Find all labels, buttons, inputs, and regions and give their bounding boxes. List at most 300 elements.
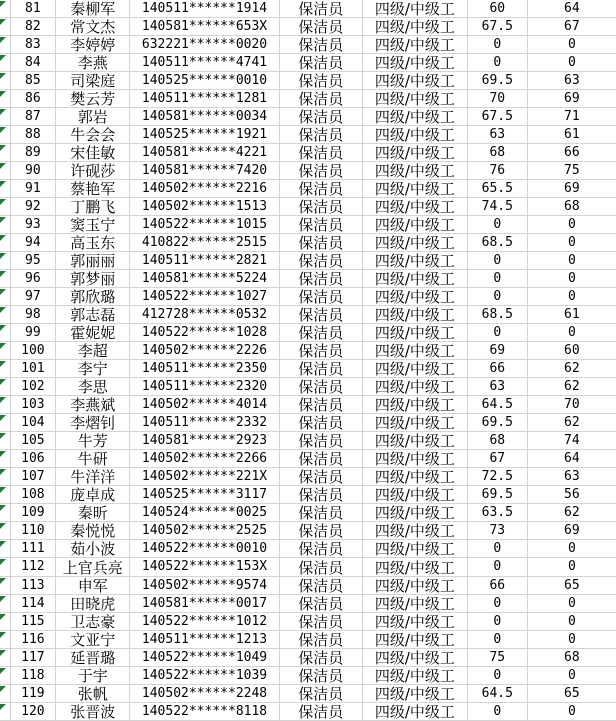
cell-level[interactable]: 四级/中级工 [363, 558, 468, 576]
cell-overflow-edge[interactable] [0, 324, 11, 342]
cell-score2[interactable]: 64 [528, 0, 616, 18]
cell-name[interactable]: 郭丽丽 [56, 252, 131, 270]
cell-level[interactable]: 四级/中级工 [363, 667, 468, 685]
cell-row-number[interactable]: 117 [11, 649, 56, 667]
cell-name[interactable]: 郭志磊 [56, 306, 131, 324]
cell-score2[interactable]: 0 [528, 234, 616, 252]
cell-level[interactable]: 四级/中级工 [363, 595, 468, 613]
cell-score2[interactable]: 67 [528, 18, 616, 36]
cell-level[interactable]: 四级/中级工 [363, 685, 468, 703]
cell-overflow-edge[interactable] [0, 180, 11, 198]
cell-level[interactable]: 四级/中级工 [363, 306, 468, 324]
cell-score2[interactable]: 69 [528, 90, 616, 108]
cell-overflow-edge[interactable] [0, 432, 11, 450]
cell-id-number[interactable]: 140522******1015 [130, 216, 279, 234]
cell-position[interactable]: 保洁员 [280, 360, 363, 378]
cell-position[interactable]: 保洁员 [280, 324, 363, 342]
cell-overflow-edge[interactable] [0, 54, 11, 72]
cell-level[interactable]: 四级/中级工 [363, 270, 468, 288]
cell-overflow-edge[interactable] [0, 703, 11, 721]
cell-row-number[interactable]: 119 [11, 685, 56, 703]
cell-name[interactable]: 牛会会 [56, 126, 131, 144]
cell-name[interactable]: 高玉东 [56, 234, 131, 252]
cell-position[interactable]: 保洁员 [280, 198, 363, 216]
cell-position[interactable]: 保洁员 [280, 90, 363, 108]
cell-score2[interactable]: 0 [528, 613, 616, 631]
cell-name[interactable]: 牛研 [56, 450, 131, 468]
cell-level[interactable]: 四级/中级工 [363, 252, 468, 270]
cell-score2[interactable]: 61 [528, 306, 616, 324]
cell-level[interactable]: 四级/中级工 [363, 108, 468, 126]
cell-level[interactable]: 四级/中级工 [363, 342, 468, 360]
cell-row-number[interactable]: 99 [11, 324, 56, 342]
cell-level[interactable]: 四级/中级工 [363, 324, 468, 342]
cell-score2[interactable]: 65 [528, 685, 616, 703]
cell-score1[interactable]: 70 [468, 90, 528, 108]
cell-score1[interactable]: 0 [468, 216, 528, 234]
cell-score2[interactable]: 68 [528, 649, 616, 667]
cell-name[interactable]: 茹小波 [56, 540, 131, 558]
cell-id-number[interactable]: 140522******8118 [130, 703, 279, 721]
cell-name[interactable]: 窦玉宁 [56, 216, 131, 234]
cell-name[interactable]: 秦昕 [56, 504, 131, 522]
cell-position[interactable]: 保洁员 [280, 234, 363, 252]
cell-name[interactable]: 李思 [56, 378, 131, 396]
cell-level[interactable]: 四级/中级工 [363, 360, 468, 378]
cell-score2[interactable]: 63 [528, 468, 616, 486]
cell-id-number[interactable]: 140581******2923 [130, 432, 279, 450]
cell-row-number[interactable]: 95 [11, 252, 56, 270]
cell-id-number[interactable]: 140502******9574 [130, 577, 279, 595]
cell-score2[interactable]: 65 [528, 577, 616, 595]
cell-row-number[interactable]: 112 [11, 558, 56, 576]
cell-position[interactable]: 保洁员 [280, 342, 363, 360]
cell-score2[interactable]: 0 [528, 667, 616, 685]
cell-overflow-edge[interactable] [0, 522, 11, 540]
cell-score2[interactable]: 74 [528, 432, 616, 450]
cell-id-number[interactable]: 140511******2332 [130, 414, 279, 432]
cell-score1[interactable]: 0 [468, 703, 528, 721]
cell-name[interactable]: 上官兵亮 [56, 558, 131, 576]
cell-position[interactable]: 保洁员 [280, 667, 363, 685]
cell-row-number[interactable]: 110 [11, 522, 56, 540]
cell-overflow-edge[interactable] [0, 649, 11, 667]
cell-id-number[interactable]: 140502******2216 [130, 180, 279, 198]
cell-overflow-edge[interactable] [0, 270, 11, 288]
cell-id-number[interactable]: 140581******0034 [130, 108, 279, 126]
cell-id-number[interactable]: 140525******3117 [130, 486, 279, 504]
cell-level[interactable]: 四级/中级工 [363, 703, 468, 721]
cell-overflow-edge[interactable] [0, 342, 11, 360]
cell-row-number[interactable]: 104 [11, 414, 56, 432]
cell-name[interactable]: 郭岩 [56, 108, 131, 126]
cell-name[interactable]: 宋佳敏 [56, 144, 131, 162]
cell-overflow-edge[interactable] [0, 540, 11, 558]
cell-score1[interactable]: 63.5 [468, 504, 528, 522]
cell-score1[interactable]: 67 [468, 450, 528, 468]
cell-score1[interactable]: 0 [468, 270, 528, 288]
cell-score1[interactable]: 73 [468, 522, 528, 540]
cell-id-number[interactable]: 140522******0010 [130, 540, 279, 558]
cell-id-number[interactable]: 140511******2821 [130, 252, 279, 270]
cell-name[interactable]: 卫志豪 [56, 613, 131, 631]
cell-name[interactable]: 文亚宁 [56, 631, 131, 649]
cell-level[interactable]: 四级/中级工 [363, 18, 468, 36]
cell-position[interactable]: 保洁员 [280, 288, 363, 306]
cell-score1[interactable]: 68.5 [468, 234, 528, 252]
cell-name[interactable]: 蔡艳军 [56, 180, 131, 198]
cell-score1[interactable]: 63 [468, 126, 528, 144]
cell-overflow-edge[interactable] [0, 558, 11, 576]
cell-score1[interactable]: 72.5 [468, 468, 528, 486]
cell-id-number[interactable]: 140581******653X [130, 18, 279, 36]
cell-overflow-edge[interactable] [0, 396, 11, 414]
cell-position[interactable]: 保洁员 [280, 396, 363, 414]
cell-level[interactable]: 四级/中级工 [363, 540, 468, 558]
cell-position[interactable]: 保洁员 [280, 540, 363, 558]
cell-row-number[interactable]: 102 [11, 378, 56, 396]
cell-score2[interactable]: 0 [528, 36, 616, 54]
cell-row-number[interactable]: 82 [11, 18, 56, 36]
cell-id-number[interactable]: 140502******2266 [130, 450, 279, 468]
cell-level[interactable]: 四级/中级工 [363, 162, 468, 180]
cell-level[interactable]: 四级/中级工 [363, 504, 468, 522]
cell-level[interactable]: 四级/中级工 [363, 396, 468, 414]
cell-name[interactable]: 牛芳 [56, 432, 131, 450]
cell-row-number[interactable]: 83 [11, 36, 56, 54]
cell-overflow-edge[interactable] [0, 234, 11, 252]
cell-position[interactable]: 保洁员 [280, 108, 363, 126]
cell-row-number[interactable]: 114 [11, 595, 56, 613]
cell-level[interactable]: 四级/中级工 [363, 216, 468, 234]
cell-overflow-edge[interactable] [0, 613, 11, 631]
cell-row-number[interactable]: 81 [11, 0, 56, 18]
cell-score2[interactable]: 64 [528, 450, 616, 468]
cell-name[interactable]: 于宇 [56, 667, 131, 685]
cell-position[interactable]: 保洁员 [280, 504, 363, 522]
cell-name[interactable]: 郭梦丽 [56, 270, 131, 288]
cell-name[interactable]: 田晓虎 [56, 595, 131, 613]
cell-overflow-edge[interactable] [0, 486, 11, 504]
cell-name[interactable]: 常文杰 [56, 18, 131, 36]
cell-overflow-edge[interactable] [0, 685, 11, 703]
cell-id-number[interactable]: 140511******1914 [130, 0, 279, 18]
cell-row-number[interactable]: 91 [11, 180, 56, 198]
cell-row-number[interactable]: 88 [11, 126, 56, 144]
cell-level[interactable]: 四级/中级工 [363, 450, 468, 468]
cell-name[interactable]: 庞卓成 [56, 486, 131, 504]
cell-score2[interactable]: 62 [528, 504, 616, 522]
cell-name[interactable]: 李宁 [56, 360, 131, 378]
cell-row-number[interactable]: 109 [11, 504, 56, 522]
cell-score1[interactable]: 0 [468, 631, 528, 649]
cell-position[interactable]: 保洁员 [280, 468, 363, 486]
cell-score2[interactable]: 69 [528, 180, 616, 198]
cell-overflow-edge[interactable] [0, 504, 11, 522]
cell-score2[interactable]: 0 [528, 216, 616, 234]
cell-score1[interactable]: 68 [468, 144, 528, 162]
cell-overflow-edge[interactable] [0, 72, 11, 90]
cell-overflow-edge[interactable] [0, 306, 11, 324]
cell-name[interactable]: 李婷婷 [56, 36, 131, 54]
cell-position[interactable]: 保洁员 [280, 432, 363, 450]
cell-name[interactable]: 李熠钊 [56, 414, 131, 432]
cell-position[interactable]: 保洁员 [280, 180, 363, 198]
cell-score1[interactable]: 65.5 [468, 180, 528, 198]
cell-score1[interactable]: 69.5 [468, 486, 528, 504]
cell-overflow-edge[interactable] [0, 36, 11, 54]
cell-id-number[interactable]: 140522******1027 [130, 288, 279, 306]
cell-row-number[interactable]: 103 [11, 396, 56, 414]
cell-score1[interactable]: 67.5 [468, 108, 528, 126]
cell-id-number[interactable]: 140581******4221 [130, 144, 279, 162]
cell-score1[interactable]: 74.5 [468, 198, 528, 216]
cell-level[interactable]: 四级/中级工 [363, 72, 468, 90]
cell-row-number[interactable]: 118 [11, 667, 56, 685]
cell-overflow-edge[interactable] [0, 667, 11, 685]
cell-score1[interactable]: 0 [468, 613, 528, 631]
cell-overflow-edge[interactable] [0, 90, 11, 108]
cell-position[interactable]: 保洁员 [280, 613, 363, 631]
cell-row-number[interactable]: 92 [11, 198, 56, 216]
cell-id-number[interactable]: 140511******4741 [130, 54, 279, 72]
cell-score2[interactable]: 0 [528, 558, 616, 576]
cell-row-number[interactable]: 89 [11, 144, 56, 162]
cell-position[interactable]: 保洁员 [280, 649, 363, 667]
cell-score1[interactable]: 0 [468, 558, 528, 576]
cell-name[interactable]: 樊云芳 [56, 90, 131, 108]
cell-overflow-edge[interactable] [0, 360, 11, 378]
cell-id-number[interactable]: 140502******2248 [130, 685, 279, 703]
cell-score1[interactable]: 0 [468, 252, 528, 270]
cell-level[interactable]: 四级/中级工 [363, 432, 468, 450]
cell-position[interactable]: 保洁员 [280, 577, 363, 595]
cell-id-number[interactable]: 140511******2350 [130, 360, 279, 378]
cell-level[interactable]: 四级/中级工 [363, 90, 468, 108]
cell-row-number[interactable]: 96 [11, 270, 56, 288]
cell-score2[interactable]: 0 [528, 288, 616, 306]
cell-position[interactable]: 保洁员 [280, 36, 363, 54]
cell-name[interactable]: 李超 [56, 342, 131, 360]
cell-id-number[interactable]: 140502******2525 [130, 522, 279, 540]
cell-overflow-edge[interactable] [0, 162, 11, 180]
cell-id-number[interactable]: 632221******0020 [130, 36, 279, 54]
cell-row-number[interactable]: 84 [11, 54, 56, 72]
cell-level[interactable]: 四级/中级工 [363, 0, 468, 18]
cell-overflow-edge[interactable] [0, 450, 11, 468]
cell-id-number[interactable]: 140522******1012 [130, 613, 279, 631]
cell-name[interactable]: 许砚莎 [56, 162, 131, 180]
cell-score1[interactable]: 69.5 [468, 72, 528, 90]
cell-name[interactable]: 李燕 [56, 54, 131, 72]
cell-name[interactable]: 张晋波 [56, 703, 131, 721]
cell-row-number[interactable]: 111 [11, 540, 56, 558]
cell-id-number[interactable]: 140525******0010 [130, 72, 279, 90]
cell-overflow-edge[interactable] [0, 144, 11, 162]
cell-id-number[interactable]: 140502******221X [130, 468, 279, 486]
cell-score1[interactable]: 68 [468, 432, 528, 450]
cell-row-number[interactable]: 86 [11, 90, 56, 108]
cell-overflow-edge[interactable] [0, 18, 11, 36]
cell-position[interactable]: 保洁员 [280, 685, 363, 703]
cell-level[interactable]: 四级/中级工 [363, 198, 468, 216]
cell-score2[interactable]: 62 [528, 360, 616, 378]
cell-score2[interactable]: 68 [528, 198, 616, 216]
cell-score1[interactable]: 64.5 [468, 396, 528, 414]
cell-position[interactable]: 保洁员 [280, 595, 363, 613]
cell-score2[interactable]: 56 [528, 486, 616, 504]
cell-id-number[interactable]: 140522******1039 [130, 667, 279, 685]
cell-overflow-edge[interactable] [0, 198, 11, 216]
cell-overflow-edge[interactable] [0, 0, 11, 18]
cell-name[interactable]: 申军 [56, 577, 131, 595]
cell-position[interactable]: 保洁员 [280, 486, 363, 504]
cell-score2[interactable]: 71 [528, 108, 616, 126]
cell-overflow-edge[interactable] [0, 108, 11, 126]
cell-score2[interactable]: 61 [528, 126, 616, 144]
cell-position[interactable]: 保洁员 [280, 162, 363, 180]
cell-name[interactable]: 霍妮妮 [56, 324, 131, 342]
cell-name[interactable]: 司梁庭 [56, 72, 131, 90]
cell-id-number[interactable]: 140511******2320 [130, 378, 279, 396]
cell-score1[interactable]: 64.5 [468, 685, 528, 703]
cell-level[interactable]: 四级/中级工 [363, 144, 468, 162]
cell-position[interactable]: 保洁员 [280, 72, 363, 90]
cell-position[interactable]: 保洁员 [280, 306, 363, 324]
cell-level[interactable]: 四级/中级工 [363, 288, 468, 306]
cell-overflow-edge[interactable] [0, 252, 11, 270]
cell-overflow-edge[interactable] [0, 216, 11, 234]
cell-score1[interactable]: 60 [468, 0, 528, 18]
cell-position[interactable]: 保洁员 [280, 144, 363, 162]
cell-id-number[interactable]: 140524******0025 [130, 504, 279, 522]
cell-level[interactable]: 四级/中级工 [363, 486, 468, 504]
cell-level[interactable]: 四级/中级工 [363, 414, 468, 432]
cell-score2[interactable]: 63 [528, 72, 616, 90]
cell-score2[interactable]: 0 [528, 252, 616, 270]
cell-row-number[interactable]: 98 [11, 306, 56, 324]
cell-overflow-edge[interactable] [0, 414, 11, 432]
cell-position[interactable]: 保洁员 [280, 0, 363, 18]
cell-level[interactable]: 四级/中级工 [363, 522, 468, 540]
cell-position[interactable]: 保洁员 [280, 378, 363, 396]
cell-score2[interactable]: 62 [528, 414, 616, 432]
cell-score2[interactable]: 70 [528, 396, 616, 414]
cell-id-number[interactable]: 140502******4014 [130, 396, 279, 414]
cell-level[interactable]: 四级/中级工 [363, 631, 468, 649]
cell-id-number[interactable]: 140581******5224 [130, 270, 279, 288]
cell-score1[interactable]: 0 [468, 54, 528, 72]
cell-level[interactable]: 四级/中级工 [363, 36, 468, 54]
cell-level[interactable]: 四级/中级工 [363, 649, 468, 667]
cell-row-number[interactable]: 93 [11, 216, 56, 234]
cell-row-number[interactable]: 101 [11, 360, 56, 378]
cell-id-number[interactable]: 140511******1281 [130, 90, 279, 108]
cell-score2[interactable]: 62 [528, 378, 616, 396]
cell-row-number[interactable]: 107 [11, 468, 56, 486]
cell-score2[interactable]: 0 [528, 270, 616, 288]
cell-score2[interactable]: 0 [528, 54, 616, 72]
cell-score2[interactable]: 66 [528, 144, 616, 162]
cell-row-number[interactable]: 115 [11, 613, 56, 631]
cell-id-number[interactable]: 140522******1049 [130, 649, 279, 667]
cell-score1[interactable]: 63 [468, 378, 528, 396]
cell-position[interactable]: 保洁员 [280, 450, 363, 468]
cell-position[interactable]: 保洁员 [280, 18, 363, 36]
cell-position[interactable]: 保洁员 [280, 216, 363, 234]
cell-name[interactable]: 李燕斌 [56, 396, 131, 414]
cell-id-number[interactable]: 140525******1921 [130, 126, 279, 144]
cell-position[interactable]: 保洁员 [280, 126, 363, 144]
cell-name[interactable]: 牛洋洋 [56, 468, 131, 486]
cell-id-number[interactable]: 140581******7420 [130, 162, 279, 180]
cell-position[interactable]: 保洁员 [280, 270, 363, 288]
cell-name[interactable]: 秦柳军 [56, 0, 131, 18]
cell-score2[interactable]: 0 [528, 595, 616, 613]
cell-score1[interactable]: 69.5 [468, 414, 528, 432]
cell-overflow-edge[interactable] [0, 378, 11, 396]
cell-name[interactable]: 张帆 [56, 685, 131, 703]
cell-id-number[interactable]: 140502******1513 [130, 198, 279, 216]
cell-id-number[interactable]: 412728******0532 [130, 306, 279, 324]
cell-id-number[interactable]: 140502******2226 [130, 342, 279, 360]
cell-score1[interactable]: 68.5 [468, 306, 528, 324]
cell-position[interactable]: 保洁员 [280, 414, 363, 432]
cell-score1[interactable]: 66 [468, 360, 528, 378]
cell-name[interactable]: 丁鹏飞 [56, 198, 131, 216]
cell-score1[interactable]: 66 [468, 577, 528, 595]
cell-position[interactable]: 保洁员 [280, 522, 363, 540]
cell-score1[interactable]: 0 [468, 36, 528, 54]
cell-score1[interactable]: 0 [468, 667, 528, 685]
cell-overflow-edge[interactable] [0, 288, 11, 306]
cell-row-number[interactable]: 87 [11, 108, 56, 126]
cell-score1[interactable]: 0 [468, 324, 528, 342]
cell-score1[interactable]: 0 [468, 540, 528, 558]
cell-id-number[interactable]: 140581******0017 [130, 595, 279, 613]
cell-score1[interactable]: 0 [468, 288, 528, 306]
cell-score1[interactable]: 76 [468, 162, 528, 180]
cell-row-number[interactable]: 106 [11, 450, 56, 468]
cell-id-number[interactable]: 140522******153X [130, 558, 279, 576]
cell-score1[interactable]: 75 [468, 649, 528, 667]
cell-name[interactable]: 郭欣璐 [56, 288, 131, 306]
cell-level[interactable]: 四级/中级工 [363, 180, 468, 198]
cell-score1[interactable]: 69 [468, 342, 528, 360]
cell-level[interactable]: 四级/中级工 [363, 468, 468, 486]
cell-id-number[interactable]: 140522******1028 [130, 324, 279, 342]
cell-overflow-edge[interactable] [0, 631, 11, 649]
cell-id-number[interactable]: 410822******2515 [130, 234, 279, 252]
cell-name[interactable]: 秦悦悦 [56, 522, 131, 540]
cell-row-number[interactable]: 97 [11, 288, 56, 306]
cell-row-number[interactable]: 85 [11, 72, 56, 90]
cell-position[interactable]: 保洁员 [280, 631, 363, 649]
cell-row-number[interactable]: 90 [11, 162, 56, 180]
cell-overflow-edge[interactable] [0, 577, 11, 595]
cell-position[interactable]: 保洁员 [280, 703, 363, 721]
cell-row-number[interactable]: 120 [11, 703, 56, 721]
cell-score1[interactable]: 0 [468, 595, 528, 613]
cell-row-number[interactable]: 100 [11, 342, 56, 360]
cell-overflow-edge[interactable] [0, 595, 11, 613]
cell-level[interactable]: 四级/中级工 [363, 613, 468, 631]
cell-name[interactable]: 延晋璐 [56, 649, 131, 667]
cell-overflow-edge[interactable] [0, 126, 11, 144]
cell-level[interactable]: 四级/中级工 [363, 126, 468, 144]
cell-row-number[interactable]: 108 [11, 486, 56, 504]
cell-score2[interactable]: 0 [528, 540, 616, 558]
